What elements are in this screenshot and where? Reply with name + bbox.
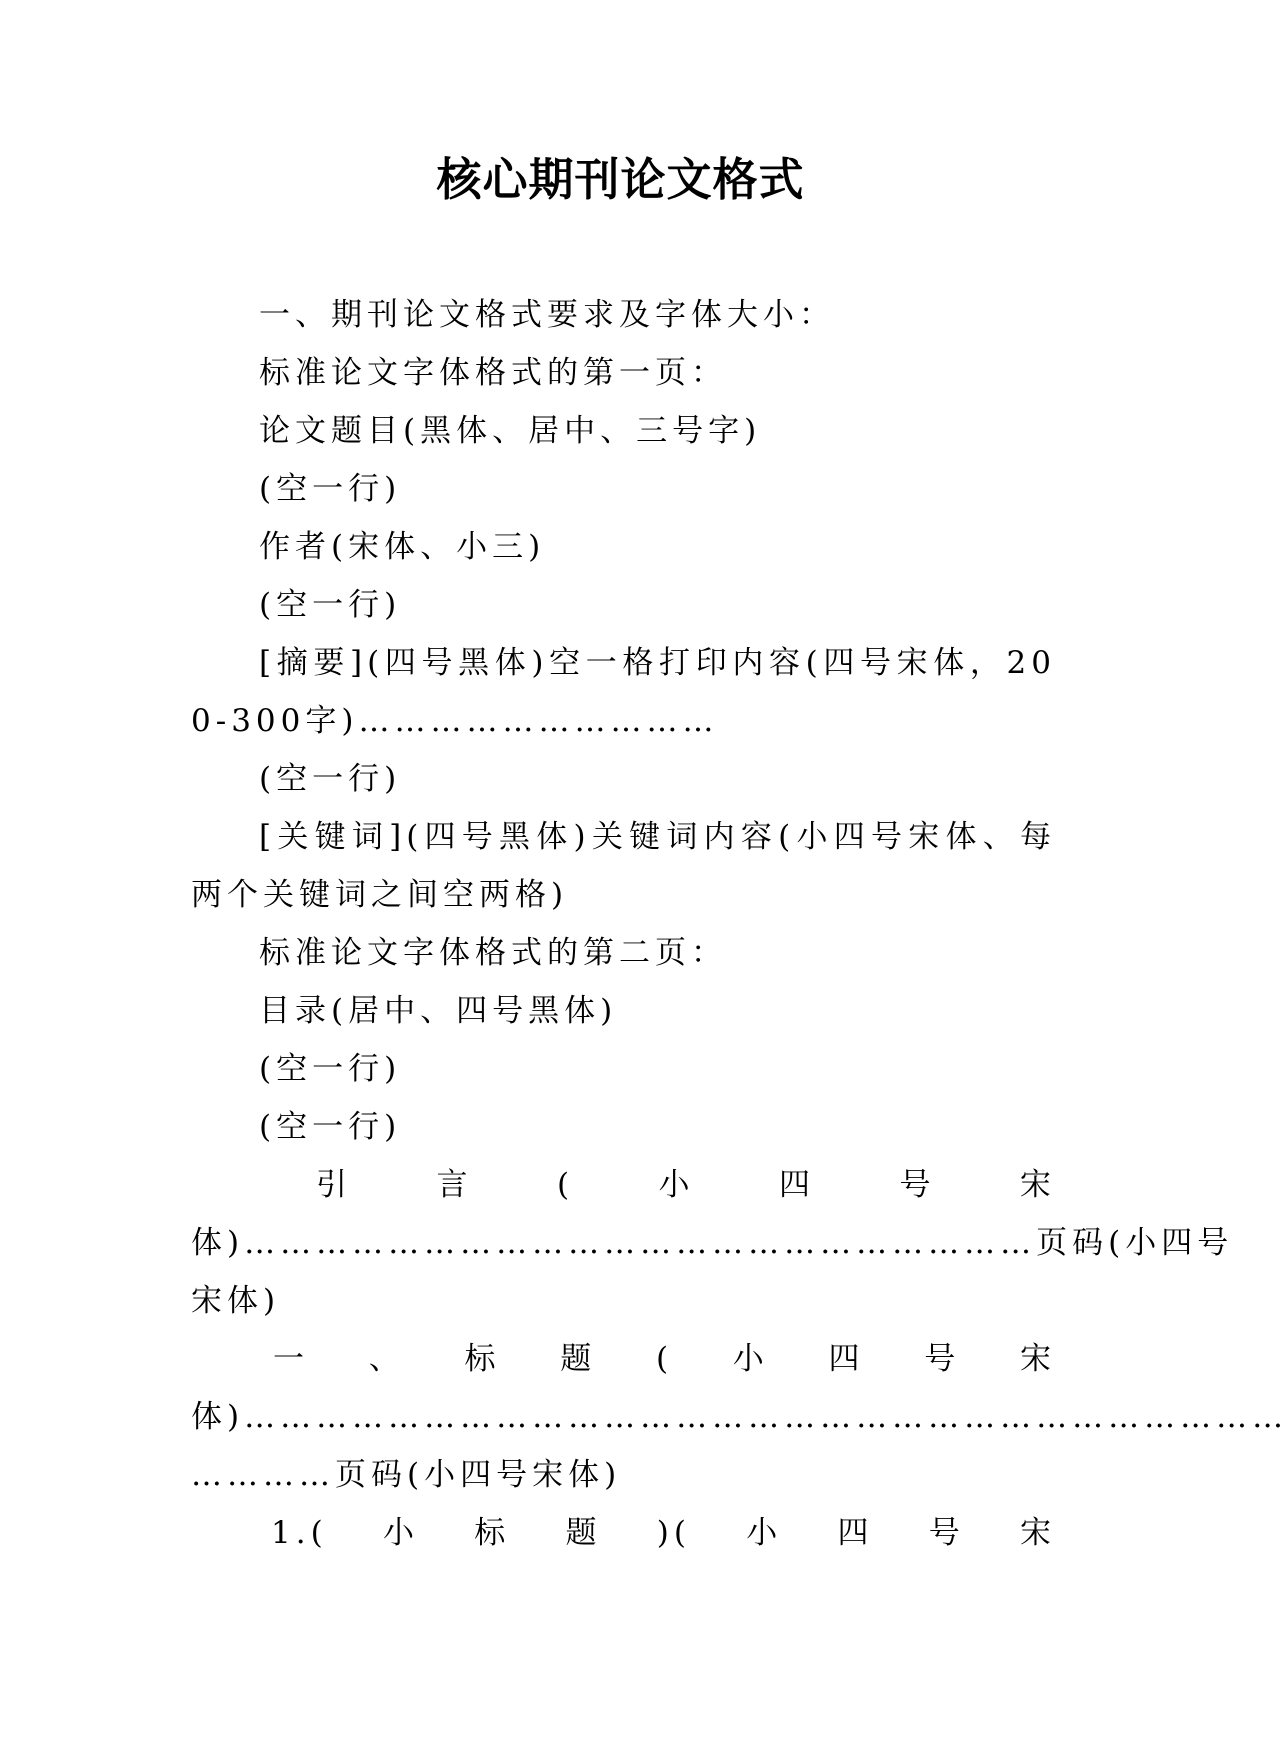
toc-char: 1.( — [271, 1515, 328, 1551]
paragraph: [摘要](四号黑体)空一格打印内容(四号宋体，200-300字)………………………… — [191, 645, 1056, 739]
paragraph: [关键词](四号黑体)关键词内容(小四号宋体、每两个关键词之间空两格) — [191, 819, 1056, 913]
paragraph: 标准论文字体格式的第二页： — [259, 935, 727, 971]
toc-entry-continuation: 体)…………………………………………………………页码(小四号 — [191, 1225, 1234, 1261]
paragraph: 目录(居中、四号黑体) — [259, 993, 618, 1029]
toc-entry — [191, 1330, 1288, 1504]
toc-char: 标 — [474, 1515, 511, 1551]
toc-char: 号 — [924, 1341, 961, 1377]
toc-char: 小 — [382, 1515, 419, 1551]
toc-entry-spread-line — [191, 1504, 1056, 1562]
toc-char: 四 — [778, 1167, 815, 1203]
paragraph: 一、期刊论文格式要求及字体大小： — [259, 297, 835, 333]
toc-char: ( — [655, 1341, 674, 1377]
toc-char: 号 — [899, 1167, 936, 1203]
toc-char: )( — [656, 1515, 691, 1551]
toc-char: 一 — [273, 1341, 309, 1377]
toc-entry-continuation: 体)…………………………………………………………………………… — [191, 1399, 1288, 1435]
paragraph: 标准论文字体格式的第一页： — [259, 355, 727, 391]
toc-char: ( — [556, 1167, 575, 1203]
toc-char: 引 — [316, 1167, 352, 1203]
document-title: 核心期刊论文格式 — [436, 153, 805, 206]
document-body — [191, 286, 1288, 1562]
toc-char: 宋 — [1020, 1515, 1056, 1551]
toc-entry — [191, 1504, 1056, 1562]
toc-char: 四 — [837, 1515, 874, 1551]
toc-char: 标 — [464, 1341, 501, 1377]
paragraph: (空一行) — [259, 587, 402, 623]
toc-entry-continuation: …………页码(小四号宋体) — [191, 1457, 622, 1493]
toc-char: 小 — [732, 1341, 769, 1377]
toc-char: 四 — [828, 1341, 865, 1377]
toc-char: 言 — [436, 1167, 473, 1203]
toc-char: 、 — [368, 1341, 405, 1377]
toc-char: 宋 — [1019, 1167, 1056, 1203]
toc-entry-spread-line — [191, 1156, 1056, 1214]
paragraph: (空一行) — [259, 1109, 402, 1145]
toc-char: 小 — [746, 1515, 783, 1551]
toc-entry-continuation: 宋体) — [191, 1283, 281, 1319]
paragraph: 论文题目(黑体、居中、三号字) — [259, 413, 762, 449]
toc-entry — [191, 1156, 1234, 1330]
paragraph: 作者(宋体、小三) — [259, 529, 546, 565]
paragraph: (空一行) — [259, 471, 402, 507]
toc-char: 宋 — [1019, 1341, 1056, 1377]
paragraph: (空一行) — [259, 1051, 402, 1087]
toc-char: 小 — [658, 1167, 695, 1203]
paragraph: (空一行) — [259, 761, 402, 797]
toc-char: 题 — [560, 1341, 597, 1377]
toc-char: 号 — [928, 1515, 965, 1551]
toc-char: 题 — [565, 1515, 602, 1551]
toc-entry-spread-line — [191, 1330, 1056, 1388]
